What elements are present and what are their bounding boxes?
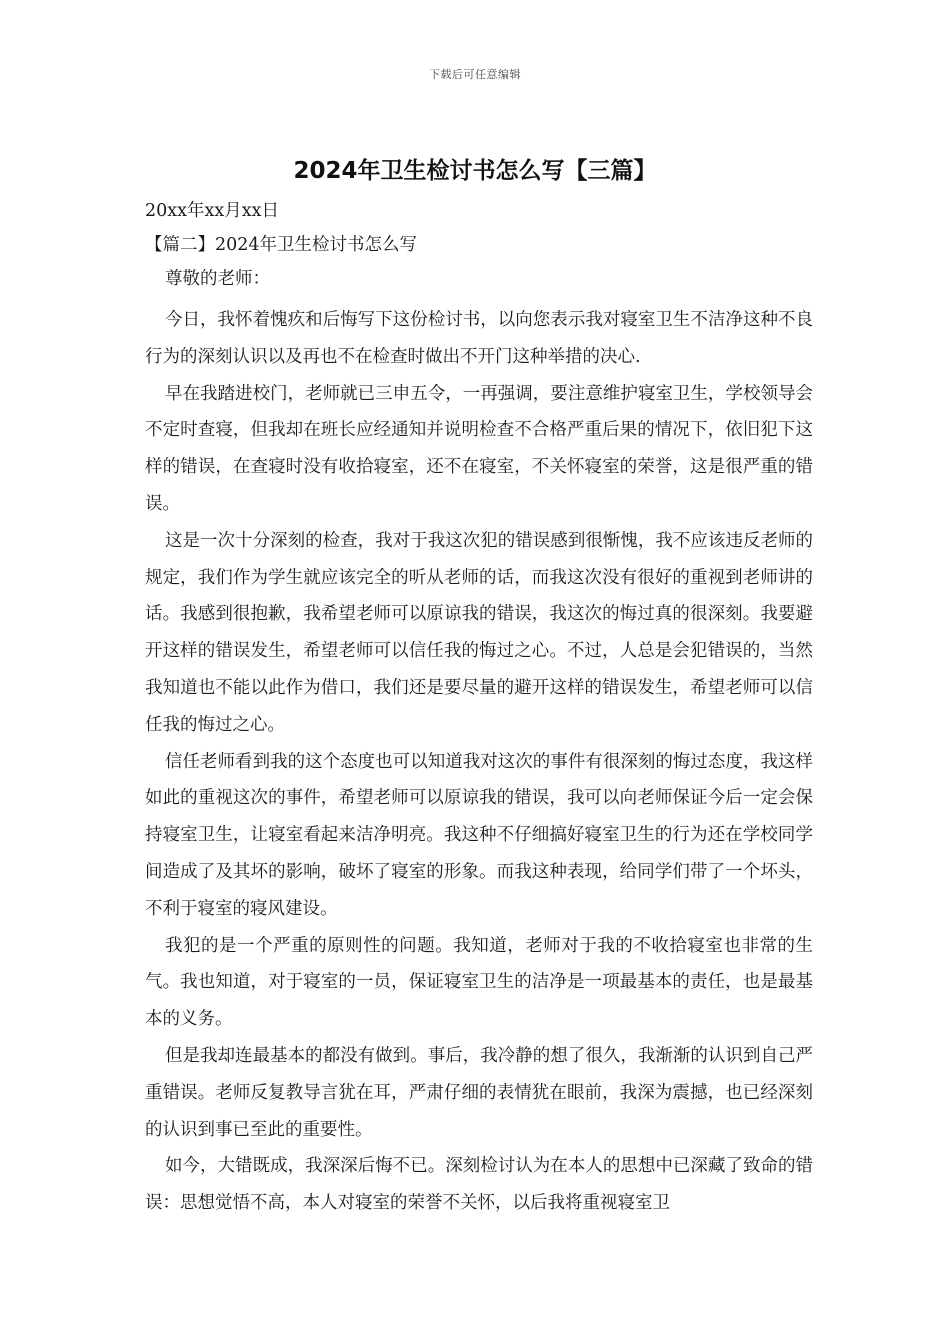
paragraph: 我犯的是一个严重的原则性的问题。我知道，老师对于我的不收拾寝室也非常的生气。我也知道，对于寝室的一员，保证寝室卫生的洁净是一项最基本的责任，也是最基本的义务。: [145, 935, 813, 1030]
section-heading: 【篇二】2024年卫生检讨书怎么写: [145, 235, 418, 255]
header-note: 下载后可任意编辑: [429, 68, 521, 81]
document-body: [145, 196, 813, 1222]
paragraph: 早在我踏进校门，老师就已三申五令，一再强调，要注意维护寝室卫生，学校领导会不定时查寝，但我却在班长应经通知并说明检查不合格严重后果的情况下，依旧犯下这样的错误，在查寝时没有收拾寝室，还不在寝室，不关怀寝室的荣誉，这是很严重的错误。: [145, 383, 813, 514]
paragraph: 今日，我怀着愧疚和后悔写下这份检讨书，以向您表示我对寝室卫生不洁净这种不良行为的深刻认识以及再也不在检查时做出不开门这种举措的决心.: [145, 310, 813, 367]
date-line: 20xx年xx月xx日: [145, 201, 279, 221]
document-title: 2024年卫生检讨书怎么写【三篇】: [293, 158, 657, 184]
paragraph: 信任老师看到我的这个态度也可以知道我对这次的事件有很深刻的悔过态度，我这样如此的重视这次的事件，希望老师可以原谅我的错误，我可以向老师保证今后一定会保持寝室卫生，让寝室看起来洁净明亮。我这种不仔细搞好寝室卫生的行为还在学校同学间造成了及其坏的影响，破坏了寝室的形象。而我这种表现，给同学们带了一个坏头，不利于寝室的寝风建设。: [145, 751, 813, 919]
paragraph: 但是我却连最基本的都没有做到。事后，我冷静的想了很久，我渐渐的认识到自己严重错误。老师反复教导言犹在耳，严肃仔细的表情犹在眼前，我深为震撼，也已经深刻的认识到事已至此的重要性。: [145, 1045, 813, 1140]
salutation: 尊敬的老师：: [165, 269, 270, 289]
paragraph: 如今，大错既成，我深深后悔不已。深刻检讨认为在本人的思想中已深藏了致命的错误：思想觉悟不高，本人对寝室的荣誉不关怀，以后我将重视寝室卫: [145, 1156, 813, 1214]
paragraph: 这是一次十分深刻的检查，我对于我这次犯的错误感到很惭愧，我不应该违反老师的规定，我们作为学生就应该完全的听从老师的话，而我这次没有很好的重视到老师讲的话。我感到很抱歉，我希望老师可以原谅我的错误，我这次的悔过真的很深刻。我要避开这样的错误发生，希望老师可以信任我的悔过之心。不过，人总是会犯错误的，当然我知道也不能以此作为借口，我们还是要尽量的避开这样的错误发生，希望老师可以信任我的悔过之心。: [145, 530, 813, 735]
